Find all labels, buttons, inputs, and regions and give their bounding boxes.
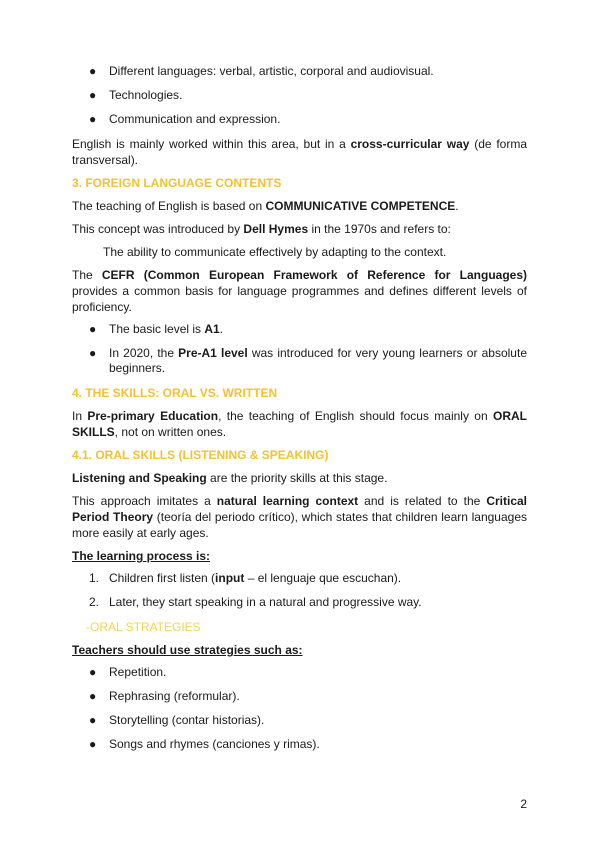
bullet-icon: ● — [89, 322, 97, 336]
page-content — [72, 64, 527, 761]
learning-process-title: The learning process is: — [72, 549, 211, 563]
strategies-title: Teachers should use strategies such as: — [72, 643, 303, 657]
bullet-icon: ● — [89, 346, 97, 360]
section-heading-4: 4. THE SKILLS: ORAL VS. WRITTEN — [72, 386, 278, 400]
paragraph-critical-period: This approach imitates a natural learning context and is related to the Critical Period Theory (teoría del periodo crítico), which states that children learn languages more easily at early ages. — [72, 494, 528, 540]
section-heading-4-1: 4.1. ORAL SKILLS (LISTENING & SPEAKING) — [72, 448, 329, 462]
paragraph-definition: The ability to communicate effectively by adapting to the context. — [103, 245, 447, 259]
bullet-icon: ● — [89, 88, 97, 102]
paragraph-oral-skills-focus: In Pre-primary Education, the teaching of English should focus mainly on ORAL SKILLS, not on written ones. — [72, 409, 528, 439]
list-item: ● The basic level is A1. — [89, 322, 224, 336]
list-item: ● Storytelling (contar historias). — [89, 713, 265, 727]
page-number: 2 — [520, 797, 527, 811]
list-item: ● Communication and expression. — [89, 112, 281, 126]
section-heading-3: 3. FOREIGN LANGUAGE CONTENTS — [72, 176, 282, 190]
section-heading-oral-strategies: -ORAL STRATEGIES — [86, 620, 201, 634]
bullet-icon: ● — [89, 665, 97, 679]
list-item: ● Rephrasing (reformular). — [89, 689, 240, 703]
bullet-icon: ● — [89, 713, 97, 727]
bullet-list-areas — [72, 64, 527, 127]
list-item: 1. Children first listen (input – el lenguaje que escuchan). — [89, 571, 402, 585]
paragraph-communicative-competence: The teaching of English is based on COMMUNICATIVE COMPETENCE. — [72, 199, 459, 213]
numbered-list-steps — [72, 571, 527, 610]
paragraph-cross-curricular: English is mainly worked within this area, but in a cross-curricular way (de forma transversal). — [72, 137, 527, 167]
bullet-icon: ● — [89, 64, 97, 78]
list-item: ● Songs and rhymes (canciones y rimas). — [89, 737, 320, 751]
paragraph-cefr: The CEFR (Common European Framework of Reference for Languages) provides a common basis for language programmes and defines different levels of proficiency. — [72, 268, 528, 314]
list-item: 2. Later, they start speaking in a natural and progressive way. — [89, 595, 422, 609]
bullet-icon: ● — [89, 689, 97, 703]
bullet-list-strategies — [72, 665, 527, 752]
list-item: ● In 2020, the Pre-A1 level was introduced for very young learners or absolute beginners. — [89, 346, 527, 375]
bullet-icon: ● — [89, 737, 97, 751]
bullet-icon: ● — [89, 112, 97, 126]
list-item: ● Repetition. — [89, 665, 167, 679]
list-item: ● Technologies. — [89, 88, 183, 102]
paragraph-priority-skills: Listening and Speaking are the priority skills at this stage. — [72, 471, 388, 485]
list-item: ● Different languages: verbal, artistic, corporal and audiovisual. — [89, 64, 434, 78]
bullet-list-levels — [72, 322, 527, 376]
paragraph-dell-hymes: This concept was introduced by Dell Hymes in the 1970s and refers to: — [72, 222, 451, 236]
